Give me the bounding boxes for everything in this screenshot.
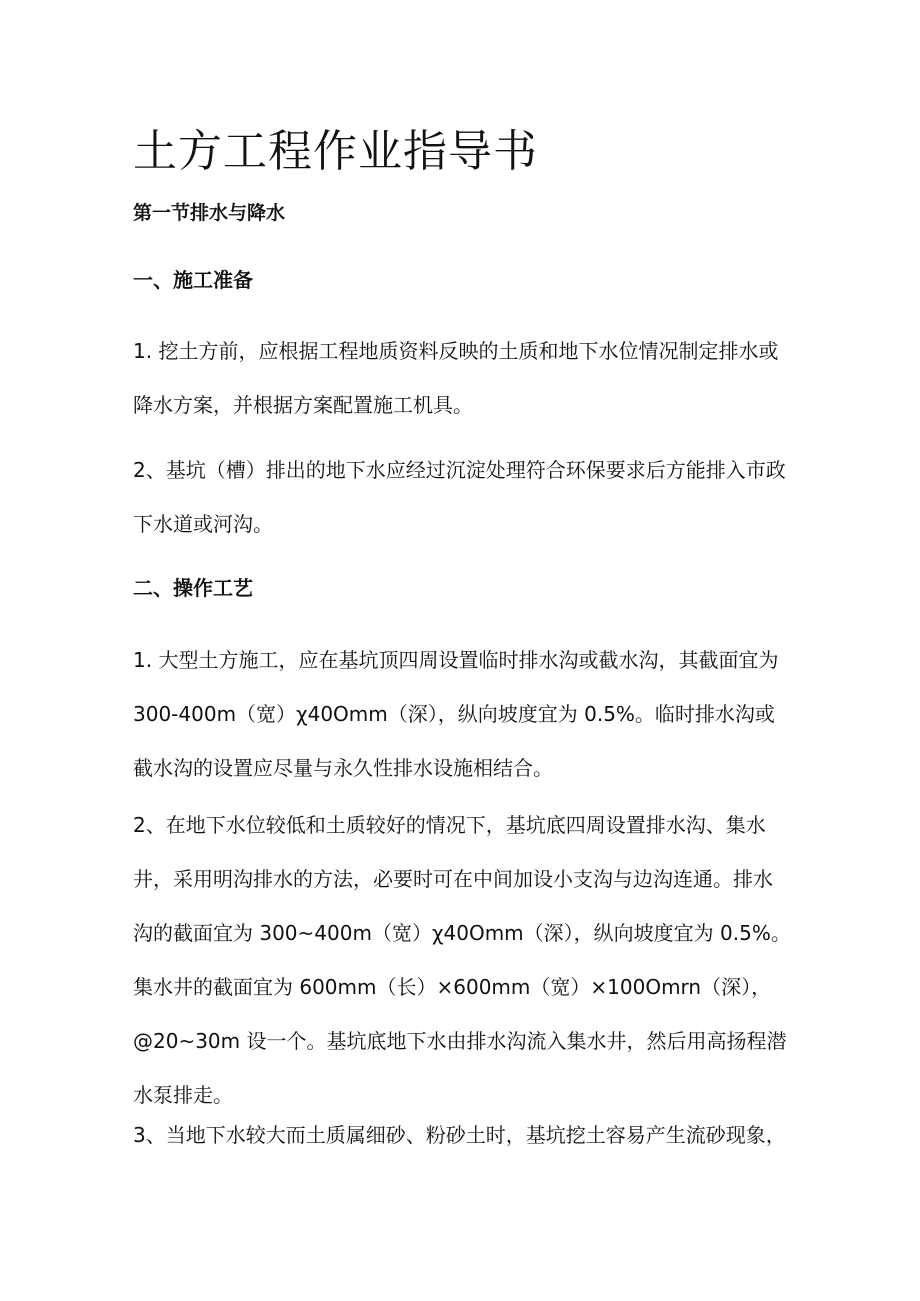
- paragraph: [133, 336, 793, 444]
- paragraph-line: 沟的截面宜为 300~400m（宽）χ40Omm（深），纵向坡度宜为 0.5%。: [133, 921, 791, 945]
- paragraph-line: 300-400m（宽）χ40Omm（深），纵向坡度宜为 0.5%。临时排水沟或: [133, 702, 775, 726]
- paragraph-line: 1. 大型土方施工，应在基坑顶四周设置临时排水沟或截水沟，其截面宜为: [133, 648, 779, 672]
- paragraph: [133, 645, 793, 807]
- subsection-heading: 二、操作工艺: [133, 576, 253, 600]
- paragraph-line: 水泵排走。: [133, 1083, 233, 1107]
- paragraph-line: 2、在地下水位较低和土质较好的情况下，基坑底四周设置排水沟、集水: [133, 813, 766, 837]
- paragraph: [133, 810, 793, 1134]
- paragraph: [133, 1120, 793, 1174]
- paragraph-line: 下水道或河沟。: [133, 512, 273, 536]
- paragraph-line: 井，采用明沟排水的方法，必要时可在中间加设小支沟与边沟连通。排水: [133, 867, 773, 891]
- paragraph-line: 1. 挖土方前，应根据工程地质资料反映的土质和地下水位情况制定排水或: [133, 339, 779, 363]
- paragraph-line: 集水井的截面宜为 600mm（长）×600mm（宽）×100Omrn（深），: [133, 975, 772, 999]
- document-title: 土方工程作业指导书: [133, 126, 538, 177]
- paragraph-line: @20~30m 设一个。基坑底地下水由排水沟流入集水井，然后用高扬程潜: [133, 1029, 787, 1053]
- subsection-heading: 一、施工准备: [133, 268, 253, 292]
- paragraph-line: 3、当地下水较大而土质属细砂、粉砂土时，基坑挖土容易产生流砂现象，: [133, 1123, 786, 1147]
- paragraph: [133, 455, 793, 563]
- paragraph-line: 降水方案，并根据方案配置施工机具。: [133, 393, 473, 417]
- paragraph-line: 截水沟的设置应尽量与永久性排水设施相结合。: [133, 756, 553, 780]
- section-title: 第一节排水与降水: [133, 202, 286, 224]
- paragraph-line: 2、基坑（槽）排出的地下水应经过沉淀处理符合环保要求后方能排入市政: [133, 458, 786, 482]
